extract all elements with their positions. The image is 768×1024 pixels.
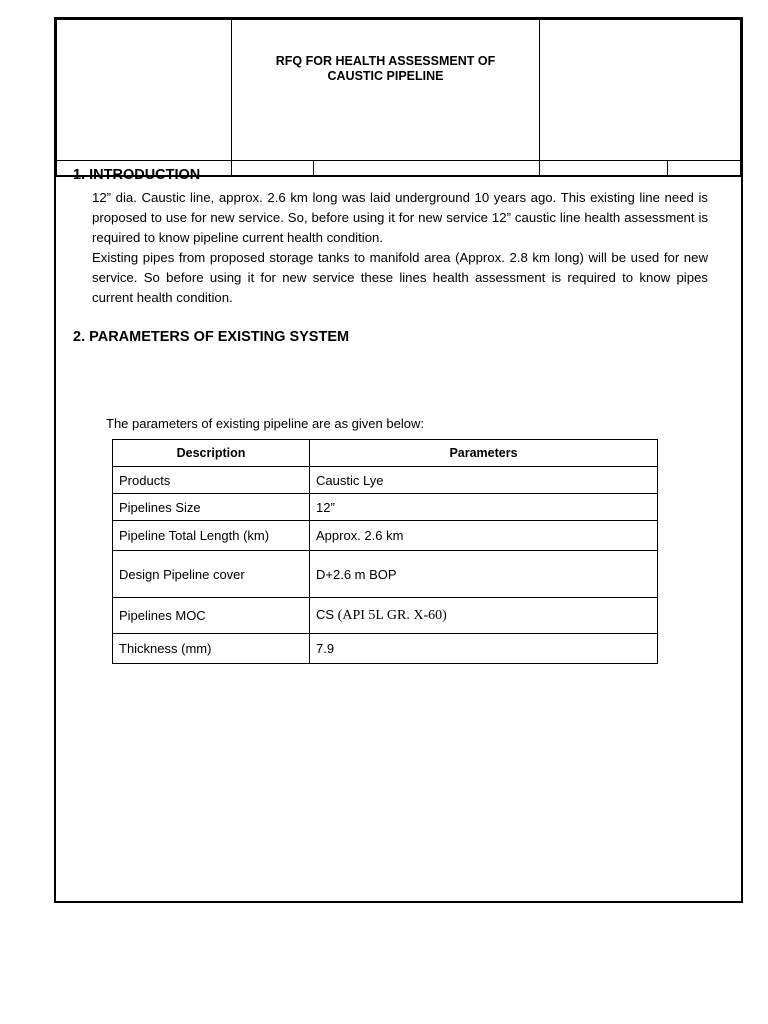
row-parameter-grade: (API 5L GR. X-60) bbox=[337, 608, 447, 623]
row-parameter: 12” bbox=[310, 494, 658, 521]
parameters-table bbox=[112, 439, 658, 664]
row-description: Pipelines MOC bbox=[113, 598, 310, 634]
table-row bbox=[113, 521, 658, 551]
row-parameter: 7.9 bbox=[310, 634, 658, 664]
intro-paragraph-1: 12” dia. Caustic line, approx. 2.6 km long was laid underground 10 years ago. This existing line need is proposed to use for new service. So, before using it for new service 12” caustic line health assessment is required to know pipeline current health condition. bbox=[92, 190, 708, 245]
row-description: Pipeline Total Length (km) bbox=[113, 521, 310, 551]
title-line-1: RFQ FOR HEALTH ASSESSMENT OF bbox=[275, 54, 496, 68]
row-parameter bbox=[310, 598, 658, 634]
row-parameter: Caustic Lye bbox=[310, 467, 658, 494]
title-line-2: CAUSTIC PIPELINE bbox=[327, 69, 444, 83]
column-header-description: Description bbox=[113, 440, 310, 467]
table-row bbox=[113, 467, 658, 494]
header-table bbox=[56, 19, 741, 177]
row-parameter: D+2.6 m BOP bbox=[310, 551, 658, 598]
table-row bbox=[113, 551, 658, 598]
row-description: Design Pipeline cover bbox=[113, 551, 310, 598]
column-header-parameters: Parameters bbox=[310, 440, 658, 467]
header-footer-cell-2 bbox=[232, 161, 314, 177]
table-row bbox=[113, 598, 658, 634]
doc-info-cell bbox=[540, 20, 741, 161]
row-description: Products bbox=[113, 467, 310, 494]
table-header-row bbox=[113, 440, 658, 467]
intro-paragraph-2: Existing pipes from proposed storage tanks to manifold area (Approx. 2.8 km long) will be used for new service. So before using it for new service these lines health assessment is required to know pipes current health condition. bbox=[92, 250, 708, 305]
table-row bbox=[113, 494, 658, 521]
header-footer-cell-4 bbox=[540, 161, 668, 177]
introduction-text bbox=[92, 188, 708, 308]
document-title bbox=[232, 20, 540, 161]
section-heading-introduction: 1. INTRODUCTION bbox=[73, 167, 201, 183]
parameters-intro-text: The parameters of existing pipeline are as given below: bbox=[106, 416, 424, 431]
logo-cell bbox=[57, 20, 232, 161]
row-description: Pipelines Size bbox=[113, 494, 310, 521]
row-parameter: Approx. 2.6 km bbox=[310, 521, 658, 551]
row-parameter-prefix: CS bbox=[316, 607, 338, 622]
row-description: Thickness (mm) bbox=[113, 634, 310, 664]
header-footer-cell-5 bbox=[668, 161, 741, 177]
header-footer-cell-3 bbox=[314, 161, 540, 177]
section-heading-parameters: 2. PARAMETERS OF EXISTING SYSTEM bbox=[73, 329, 350, 345]
document-frame bbox=[54, 17, 743, 903]
table-row bbox=[113, 634, 658, 664]
